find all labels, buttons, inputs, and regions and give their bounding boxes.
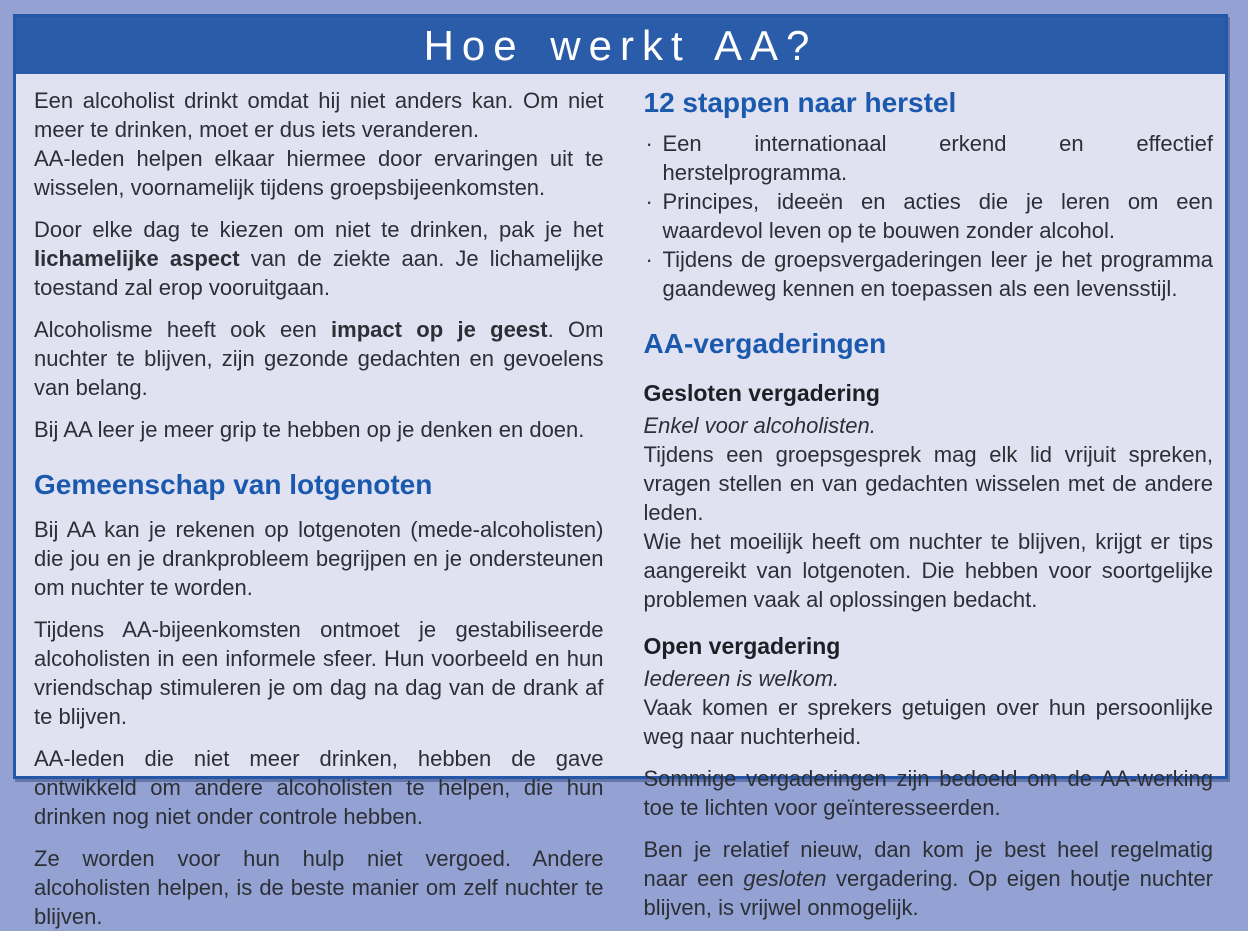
text-run: Tijdens een groepsgesprek mag elk lid vrijuit spreken, vragen stellen en van gedachten wisselen met de andere leden. (643, 442, 1213, 525)
text-run: Sommige vergaderingen zijn bedoeld om de AA-werking toe te lichten voor geïnteresseerden. (643, 766, 1213, 820)
section-heading: 12 stappen naar herstel (643, 87, 957, 118)
text-run: vergadering. Op eigen houtje nuchter blijven, is vrijwel onmogelijk. (643, 866, 1214, 920)
text-run: Wie het moeilijk heeft om nuchter te blijven, krijgt er tips aangereikt van lotgenoten. Die hebben voor soortgelijke problemen vaak al oplossingen bedacht. (643, 529, 1213, 612)
text-run: Door elke dag te kiezen om niet te drinken, pak je het (34, 217, 604, 242)
bullet-list (644, 129, 1214, 303)
text-run: Bij AA kan je rekenen op lotgenoten (mede-alcoholisten) die jou en je drankprobleem begrijpen en je ondersteunen om nuchter te worden. (34, 517, 604, 600)
paragraph (34, 844, 604, 931)
left-column (34, 86, 604, 931)
paragraph (34, 86, 604, 144)
title-bar (16, 17, 1225, 74)
bold-run: impact op je geest (331, 317, 548, 342)
text-run: van de ziekte aan. Je lichamelijke toestand zal erop vooruitgaan. (34, 246, 604, 300)
paragraph (34, 515, 604, 602)
bullet-item: · Principes, ideeën en acties die je leren om een waardevol leven op te bouwen zonder alcohol. (644, 187, 1214, 245)
text-run: Ben je relatief nieuw, dan kom je best heel regelmatig naar een (643, 837, 1213, 891)
paragraph (644, 693, 1214, 751)
text-run: . Om nuchter te blijven, zijn gezonde gedachten en gevoelens van belang. (34, 317, 604, 400)
bullet-item: · Een internationaal erkend en effectief herstelprogramma. (644, 129, 1214, 187)
bold-run: lichamelijke aspect (34, 246, 240, 271)
text-run: AA-leden helpen elkaar hiermee door ervaringen uit te wisselen, voornamelijk tijdens groepsbijeenkomsten. (34, 146, 604, 200)
text-run: Vaak komen er sprekers getuigen over hun persoonlijke weg naar nuchterheid. (643, 695, 1213, 749)
paragraph (34, 315, 604, 402)
sub-heading: Gesloten vergadering (643, 380, 880, 406)
paragraph (644, 527, 1214, 614)
paragraph (644, 440, 1214, 527)
italic-run: gesloten (743, 866, 827, 891)
paragraph (34, 215, 604, 302)
text-run: AA-leden die niet meer drinken, hebben de gave ontwikkeld om andere alcoholisten te helpen, die hun drinken nog niet onder controle hebben. (34, 746, 604, 829)
sub-heading: Open vergadering (643, 633, 841, 659)
italic-run: Enkel voor alcoholisten. (643, 413, 876, 438)
section-heading: AA-vergaderingen (643, 328, 887, 359)
two-column-body (16, 74, 1225, 931)
text-run: Bij AA leer je meer grip te hebben op je denken en doen. (34, 417, 585, 442)
paragraph (34, 744, 604, 831)
paragraph (34, 144, 604, 202)
paragraph (644, 764, 1214, 822)
paragraph (644, 835, 1214, 922)
paragraph (34, 615, 604, 731)
text-run: Tijdens AA-bijeenkomsten ontmoet je gestabiliseerde alcoholisten in een informele sfeer. Hun voorbeeld en hun vriendschap stimuleren je om dag na dag van de drank af te blijven. (34, 617, 604, 729)
italic-run: Iedereen is welkom. (643, 666, 840, 691)
leaflet-card (13, 14, 1228, 929)
page-title: Hoe werkt AA? (423, 22, 818, 69)
paragraph (644, 664, 1214, 693)
text-run: Een alcoholist drinkt omdat hij niet anders kan. Om niet meer te drinken, moet er dus iets veranderen. (34, 88, 604, 142)
text-run: Ze worden voor hun hulp niet vergoed. Andere alcoholisten helpen, is de beste manier om zelf nuchter te blijven. (34, 846, 604, 929)
section-heading: Gemeenschap van lotgenoten (34, 469, 433, 500)
text-run: Alcoholisme heeft ook een (34, 317, 332, 342)
paragraph (644, 411, 1214, 440)
paragraph (34, 415, 604, 444)
right-column (644, 86, 1214, 931)
bullet-item: · Tijdens de groepsvergaderingen leer je het programma gaandeweg kennen en toepassen als een levensstijl. (644, 245, 1214, 303)
